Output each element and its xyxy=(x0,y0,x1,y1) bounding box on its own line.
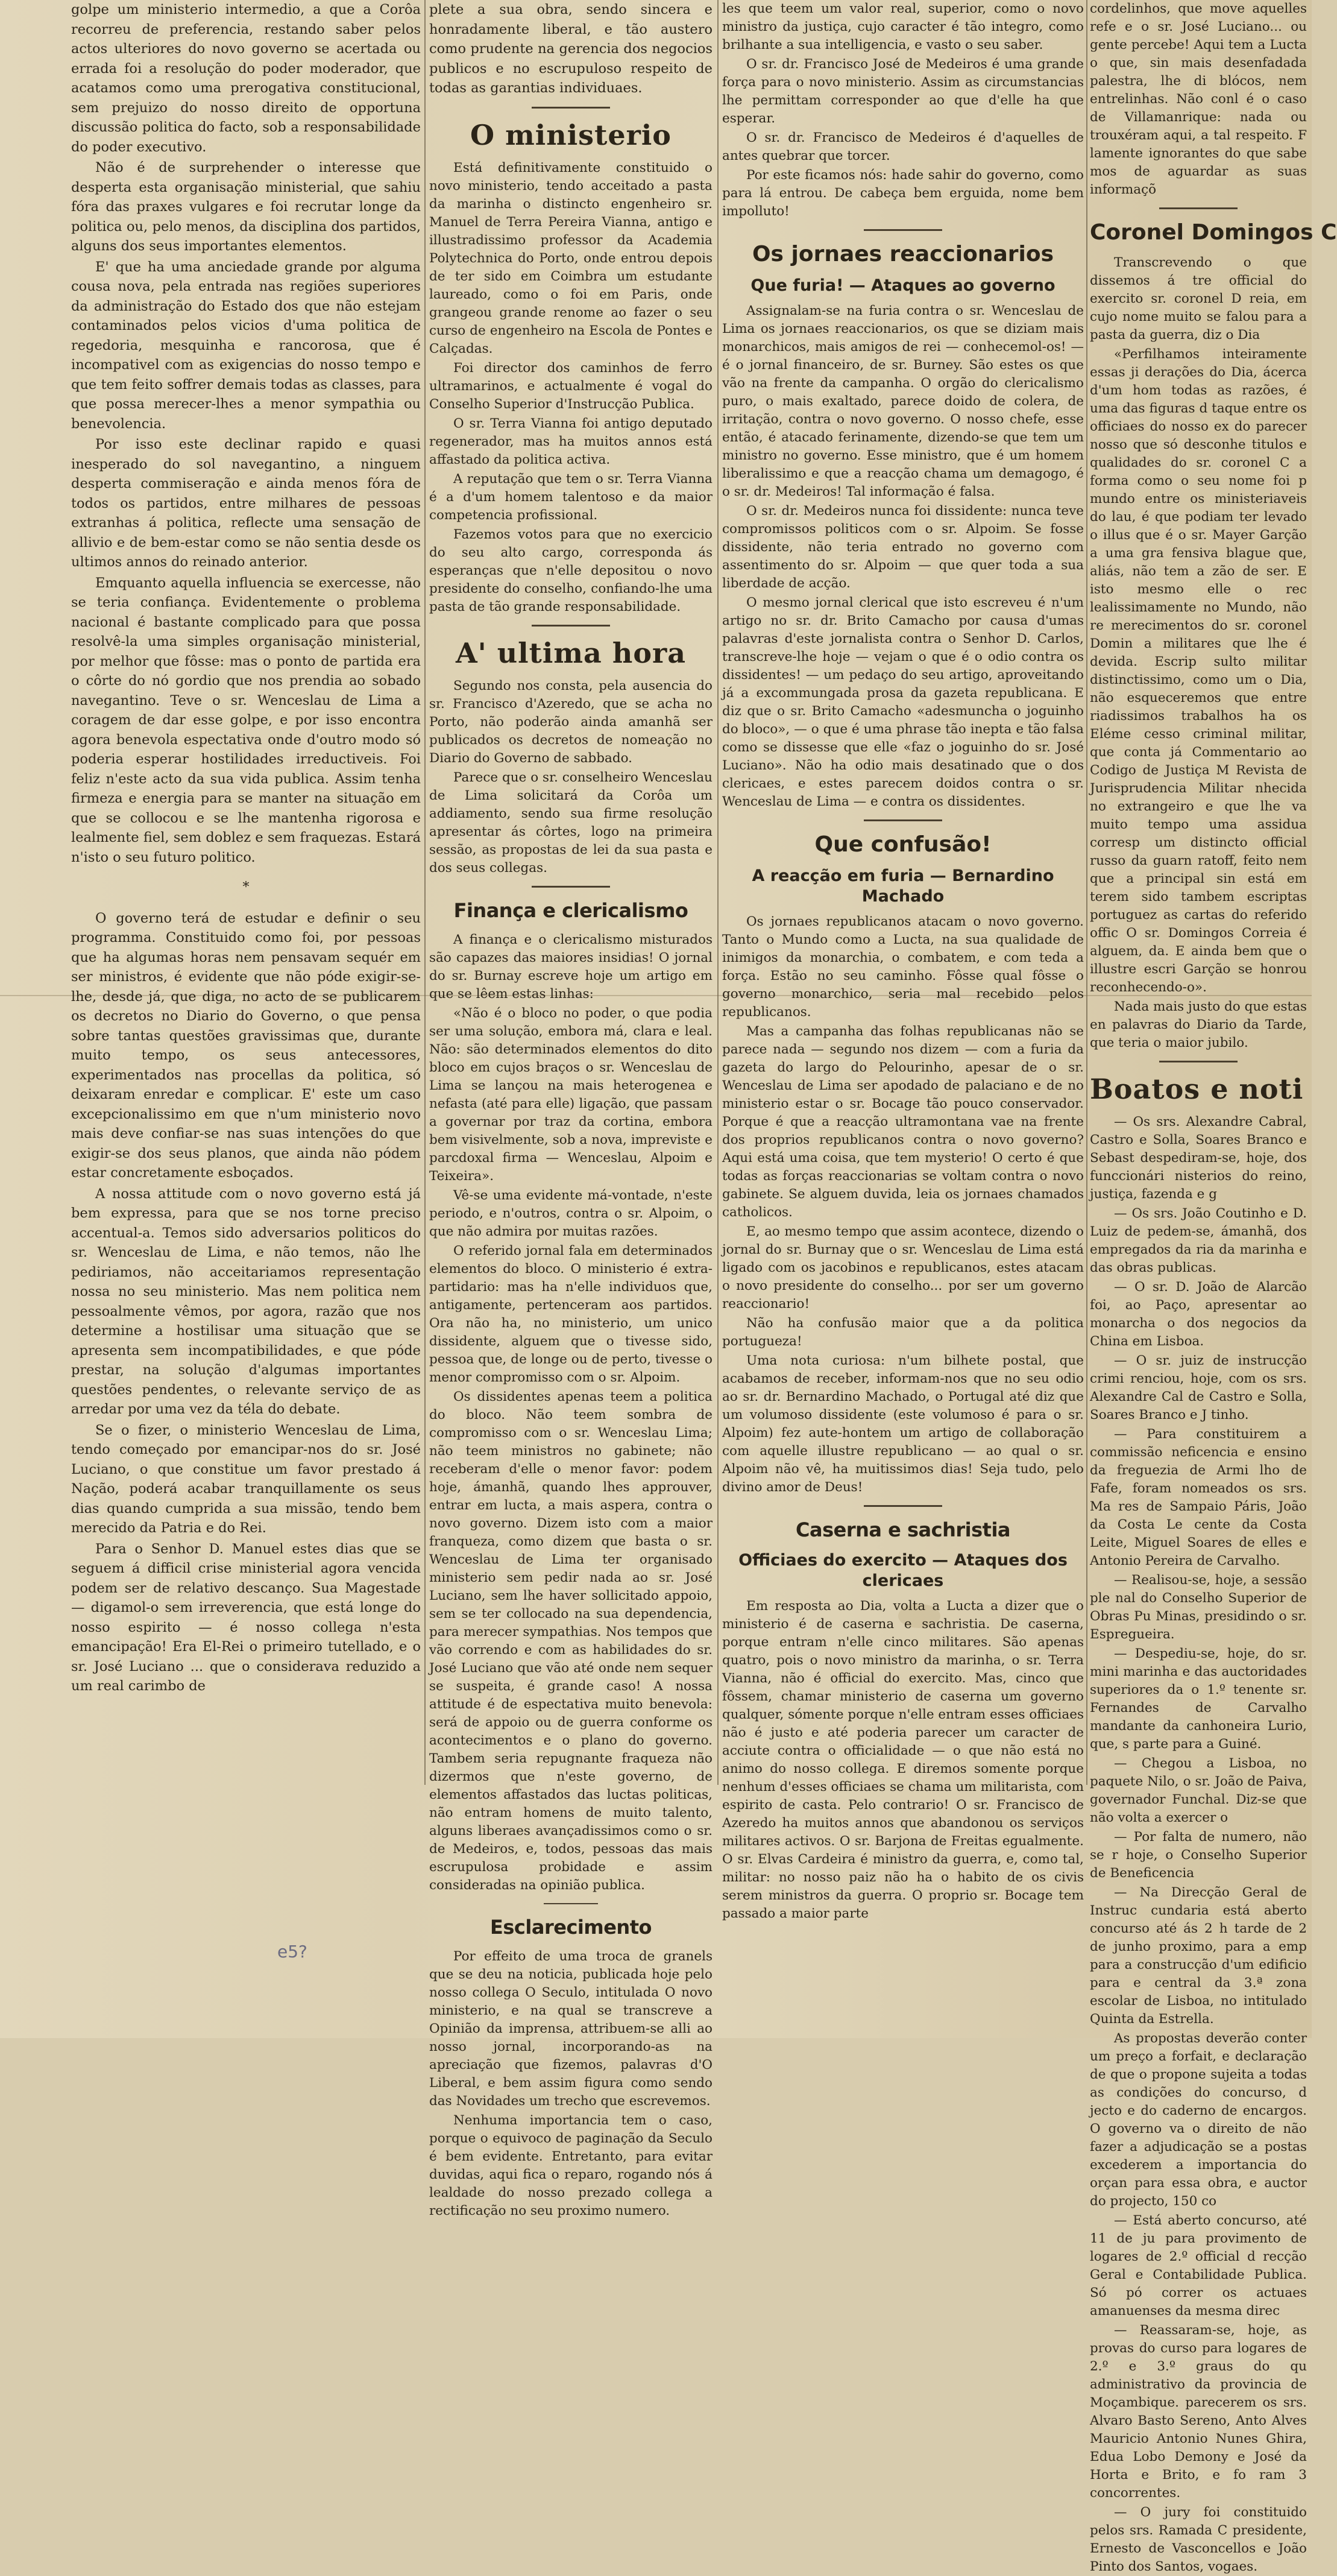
paragraph: Os jornaes republicanos atacam o novo governo. Tanto o Mundo como a Lucta, na sua qualidade de inimigos da monarchia, o combatem, e com teda a força. Estão no seu caminho. Fôsse qual fôsse o governo monarchico, seria mal recebido pelos republicanos. xyxy=(722,914,1084,1020)
paragraph: plete a sua obra, sendo sincera e honradamente liberal, e tão austero como prudente na gerencia dos negocios publicos e no escrupuloso respeito de todas as garantias individuaes. xyxy=(429,2,713,96)
subheadline: A reacção em furia — Bernardino Machado xyxy=(752,867,1054,906)
paragraph: cordelinhos, que move aquelles refe e o sr. José Luciano... ou gente percebe! Aqui tem a Lucta o que, sin mais desenfadada palestra, lhe di blócos, nem entrelinhas. Não conl é o caso de Villamanrique: nada ou trouxéram aqui, a tal respeito. F lamente ignorantes do que sabe mos de aguardar as suas informaçõ xyxy=(1090,1,1307,197)
paragraph: Uma nota curiosa: n'um bilhete postal, que acabamos de receber, informam-nos que no seu odio ao sr. dr. Bernardino Machado, o Portugal até diz que um volumoso dissidente (este volumoso é para o sr. Alpoim) fez aute-hontem um artigo de collaboração com aquelle illustre republicano — ao qual o sr. Alpoim não vê, ha muitissimos dias! Seja tudo, pelo divino amor de Deus! xyxy=(722,1353,1084,1495)
news-item: — Chegou a Lisboa, no paquete Nilo, o sr. João de Paiva, governador Funchal. Diz-se que não volta a exercer o xyxy=(1090,1756,1307,1825)
paragraph: Os dissidentes apenas teem a politica do bloco. Não teem sombra de compromisso com o sr. Wenceslau Lima; não teem ministros no gabinete; não receberam d'elle o menor favor: podem hoje, ámanhã, quando lhes approuver, entrar em lucta, a mais aspera, contra o novo governo. Dizem isto com a maior franqueza, como dizem que basta o sr. Wenceslau de Lima ter organisado ministerio sem pedir nada ao sr. José Luciano, sem lhe haver sollicitado appoio, sem se ter collocado na sua dependencia, para merecer sympathias. Nos tempos que vão correndo e com as habilidades do sr. José Luciano que vão até onde nem sequer se suspeita, é grande caso! A nossa attitude é de espectativa muito benevola: será de appoio ou de guerra conforme os acontecimentos e o plano do governo. Tambem seria repugnante fraqueza não dizermos que n'este governo, de elementos affastados das luctas politicas, não entram homens de muito talento, alguns liberaes avançadissimos como o sr. de Medeiros, e, todos, pessoas das mais escrupulosa probidade e assim consideradas na opinião publica. xyxy=(429,1389,713,1893)
paragraph: Mas a campanha das folhas republicanas não se parece nada — segundo nos dizem — com a furia da gazeta do largo do Pelourinho, apesar de o sr. Wenceslau de Lima ser apodado de palaciano e de no ministerio estar o sr. Bocage tão pouco conservador. Porque é que a reacção ultramontana vae na frente dos proprios republicanos contra o novo governo? Aqui está uma coisa, que tem mysterio! O certo é que todas as forças reaccionarias se voltam contra o novo gabinete. Se alguem duvida, leia os jornaes chamados catholicos. xyxy=(722,1024,1084,1220)
news-item: — O sr. juiz de instrucção crimi renciou, hoje, com os srs. Alexandre Cal de Castro e Solla, Soares Branco e J tinho. xyxy=(1090,1353,1307,1422)
subheadline: Que furia! — Ataques ao governo xyxy=(750,276,1055,295)
headline-coronel: Coronel Domingos C xyxy=(1090,220,1337,245)
headline-ministerio: O ministerio xyxy=(470,118,672,151)
paragraph: A nossa attitude com o novo governo está já bem expressa, para que se nos torne preciso accentual-a. Temos sido adversarios politicos do sr. Wenceslau de Lima, e não temos, não lhe pediriamos, não acceitariamos representação nossa no seu ministerio. Mas nem politica nem pessoalmente vêmos, por agora, razão que nos determine a hostilisar uma situação que se apresenta sem incompatibilidades, e que póde prestar, na solução d'algumas importantes questões pendentes, o relevante serviço de as arredar por uma vez da téla do debate. xyxy=(71,1185,421,1417)
column-1 xyxy=(71,0,421,1809)
separator xyxy=(532,886,610,888)
paragraph: Segundo nos consta, pela ausencia do sr. Francisco d'Azeredo, que se acha no Porto, não poderão ainda amanhã ser publicados os decretos de nomeação no Diario do Governo de sabbado. xyxy=(429,678,713,766)
paragraph: Por effeito de uma troca de granels que se deu na noticia, publicada hoje pelo nosso collega O Seculo, intitulada O novo ministerio, e na qual se transcreve a Opinião da imprensa, attribuem-se alli ao nosso jornal, incorporando-as na apreciação que fizemos, palavras d'O Liberal, e bem assim figura como sendo das Novidades um trecho que escrevemos. xyxy=(429,1948,713,2109)
separator xyxy=(864,819,942,821)
paragraph: «Perfilhamos inteiramente essas ji derações do Dia, ácerca d'um hom todas as razões, é uma das figuras d taque entre os officiaes do nosso ex do parecer nosso que só desconhe titulos e qualidades do sr. coronel C a forma como o seu nome foi p mundo entre os ministeriaveis do lau, é que podiam ter levado o illus que é o sr. Mayer Garção a uma gra fensiva blague que, aliás, não tem a zão de ser. E isto mesmo elle o rec lealissimamente no Mundo, não re merecimentos do sr. coronel Domin a militares que lhe é devida. Escrip sulto militar distinctissimo, como um o Dia, não esqueceremos que entre riadissimos trabalhos ha os Eléme cesso criminal militar, que conta já Commentario ao Codigo de Justiça M Revista de Jurisprudencia Militar nhecida no extrangeiro e que lhe va muito tempo uma assidua corresp um distincto official russo da guarn ratoff, feito nem que a principal sin está em terem sido tambem escriptas portuguez as cartas do referido offic O sr. Domingos Correia é alguem, da. E ainda bem que o illustre escri Garção se honrou reconhecendo-o». xyxy=(1090,347,1307,995)
paragraph: «Não é o bloco no poder, o que podia ser uma solução, embora má, clara e leal. Não: são determinados elementos do dito bloco em cujos braços o sr. Wenceslau de Lima se lançou na mais heterogenea e nefasta (até para elle) ligação, que passam a governar por traz da cortina, embora bem visivelmente, sob a nova, impreviste e parcdoxal firma — Wenceslau, Alpoim e Teixeira». xyxy=(429,1005,713,1184)
headline-caserna: Caserna e sachristia xyxy=(795,1518,1010,1541)
paragraph: Está definitivamente constituido o novo ministerio, tendo acceitado a pasta da marinha o distincto engenheiro sr. Manuel de Terra Pereira Vianna, antigo e illustradissimo professor da Academia Polytechnica do Porto, onde entrou depois de ter sido em Coimbra um estudante laureado, como o foi em Paris, onde grangeou grande renome ao fazer o seu curso de engenheiro na Escola de Pontes e Calçadas. xyxy=(429,160,713,356)
paragraph: Em resposta ao Dia, volta a Lucta a dizer que o ministerio é de caserna e sachristia. De caserna, porque entram n'elle cinco militares. São apenas quatro, pois o novo ministro da marinha, o sr. Terra Vianna, não é official do exercito. Mas, cinco que fôssem, chamar ministerio de caserna um governo qualquer, sómente porque n'elle entram esses officiaes não é justo e até poderia parecer um caracter de acciute contra o officialidade — o que não está no animo do nosso collega. E diremos somente porque nenhum d'esses officiaes se chama um militarista, com espirito de casta. Pelo contrario! O sr. Francisco de Azeredo ha muitos annos que abandonou os serviços militares activos. O sr. Barjona de Freitas egualmente. O sr. Elvas Cardeira é ministro da guerra, e, como tal, militar: no nosso paiz não ha o habito de os civis serem ministros da guerra. O proprio sr. Bocage tem passado a maior parte xyxy=(722,1599,1084,1921)
news-item: — Reassaram-se, hoje, as provas do curso para logares de 2.º e 3.º graus do qu administrativo da provincia de Moçambique. parecerem os srs. Alvaro Basto Sereno, Anto Alves Mauricio Antonio Nunes Ghira, Edua Lobo Demony e José da Horta e Brito, e fo ram 3 concorrentes. xyxy=(1090,2323,1307,2501)
column-rule xyxy=(1086,0,1087,1785)
news-item: — Despediu-se, hoje, do sr. mini marinha e das auctoridades superiores da o 1.º tenente sr. Fernandes de Carvalho mandante da canhoneira Lurio, que, s parte para a Guiné. xyxy=(1090,1646,1307,1752)
paragraph: O sr. dr. Francisco José de Medeiros é uma grande força para o novo ministerio. Assim as circumstancias lhe permittam corresponder ao que d'elle ha que esperar. xyxy=(722,57,1084,126)
paragraph: Fazemos votos para que no exercicio do seu alto cargo, corresponda ás esperanças que n'elle depositou o novo presidente do conselho, confiando-lhe uma pasta de tão grande responsabilidade. xyxy=(429,526,713,614)
paragraph: O sr. dr. Francisco de Medeiros é d'aquelles de antes quebrar que torcer. xyxy=(722,130,1084,163)
paragraph: Para o Senhor D. Manuel estes dias que se seguem á difficil crise ministerial agora vencida podem ser de relativo descanço. Sua Magestade — digamol-o sem irreverencia, que está longe do nosso espirito — é nosso collega n'esta emancipação! Era El-Rei o primeiro tutellado, e o sr. José Luciano ... que o considerava reduzido a um real carimbo de xyxy=(71,1541,421,1694)
news-item: — Os srs. Alexandre Cabral, Castro e Solla, Soares Branco e Sebast despediram-se, hoje, dos funccionári nisterios do reino, justiça, fazenda e g xyxy=(1090,1114,1307,1202)
headline-boatos: Boatos e noti xyxy=(1090,1073,1304,1105)
news-item: As propostas deverão conter um preço a forfait, e declaração de que o propone sujeita a todas as condições do concurso, d jecto e do caderno de encargos. O governo va o direito de não fazer a adjudicação se a postas excederem a importancia do orçan para essa obra, e auctor do projecto, 150 co xyxy=(1090,2031,1307,2209)
separator xyxy=(864,229,942,231)
paragraph: Emquanto aquella influencia se exercesse, não se teria confiança. Evidentemente o problema nacional é bastante complicado para que possa resolvê-la uma simples organisação ministerial, por melhor que fôsse: mas o ponto de partida era o côrte do nó gordio que nos prendia ao sobado navegantino. Teve o sr. Wenceslau de Lima a coragem de dar esse golpe, e por isso encontra agora benevola espectativa onde d'outro modo só poderia esperar hostilidades irreductiveis. Foi feliz n'este acto da sua vida publica. Assim tenha firmeza e energia para se manter na situação em que se collocou e se lhe mantenha rigorosa e lealmente fiel, sem doblez e sem fraquezas. Estará n'isto o seu futuro politico. xyxy=(71,575,421,865)
separator xyxy=(532,107,610,109)
paragraph: Nada mais justo do que estas en palavras do Diario da Tarde, que teria o maior jubilo. xyxy=(1090,999,1307,1050)
paragraph: Nenhuma importancia tem o caso, porque o equivoco de paginação da Seculo é bem evidente. Entretanto, para evitar duvidas, aqui fica o reparo, rogando nós á lealdade do nosso prezado collega a rectificação no seu proximo numero. xyxy=(429,2112,713,2218)
news-item: — Na Direcção Geral de Instruc cundaria está aberto concurso até ás 2 h tarde de 2 de junho proximo, para a emp para a construcção d'um edificio para e central da 3.ª zona escolar de Lisboa, no intitulado Quinta da Estrella. xyxy=(1090,1885,1307,2027)
separator xyxy=(1159,207,1238,209)
headline-ultima-hora: A' ultima hora xyxy=(455,636,687,669)
paragraph: Foi director dos caminhos de ferro ultramarinos, e actualmente é vogal do Conselho Superior d'Instrucção Publica. xyxy=(429,360,713,412)
paragraph: O governo terá de estudar e definir o seu programma. Constituido como foi, por pessoas que ha algumas horas nem pensavam sequér em ser ministros, é evidente que não póde exigir-se-lhe, desde já, que diga, no acto de se publicarem os decretos no Diario do Governo, o que pensa sobre tantas questões gravissimas que, durante muito tempo, os seus antecessores, experimentados nas procellas da politica, só deixaram enredar e complicar. E' este um caso excepcionalissimo em que n'um ministerio novo mais deve confiar-se nas suas intenções do que exigir-se dos seus planos, que ainda não pódem estar concretamente esboçados. xyxy=(71,910,421,1181)
paragraph: E, ao mesmo tempo que assim acontece, dizendo o jornal do sr. Burnay que o sr. Wenceslau de Lima está ligado com os jacobinos e republicanos, estes atacam o novo presidente do conselho... por ser um governo reaccionario! xyxy=(722,1224,1084,1312)
paragraph: O sr. Terra Vianna foi antigo deputado regenerador, mas ha muitos annos está affastado da politica activa. xyxy=(429,415,713,467)
paragraph: Se o fizer, o ministerio Wenceslau de Lima, tendo começado por emancipar-nos do sr. José Luciano, o que constitue um favor prestado á Nação, poderá acabar tranquillamente os seus dias quando cumprida a sua missão, tendo bem merecido da Patria e do Rei. xyxy=(71,1422,421,1536)
paragraph: O referido jornal fala em determinados elementos do bloco. O ministerio é extra-partidario: mas ha n'elle individuos que, antigamente, pertenceram aos partidos. Ora não ha, no ministerio, um unico dissidente, alguem que o tivesse sido, pessoa que, de longe ou de perto, tivesse o menor compromisso com o sr. Alpoim. xyxy=(429,1243,713,1385)
separator xyxy=(544,1903,598,1904)
paragraph: A finança e o clericalismo misturados são capazes das maiores insidias! O jornal do sr. Burnay escreve hoje um artigo em que se lêem estas linhas: xyxy=(429,932,713,1002)
column-rule xyxy=(717,0,719,1785)
paragraph: les que teem um valor real, superior, como o novo ministro da justiça, cujo caracter é tão integro, como brilhante a sua intelligencia, e vasto o seu saber. xyxy=(722,1,1084,52)
paragraph: golpe um ministerio intermedio, a que a Corôa recorreu de preferencia, restando saber pelos actos ulteriores do novo governo se acertada ou errada foi a resolução do poder moderador, que acatamos como uma prerogativa constitucional, sem prejuizo do nosso direito de opportuna discussão politica do facto, sob a responsabilidade do poder executivo. xyxy=(71,2,421,155)
headline-que-confusao: Que confusão! xyxy=(814,832,992,857)
paragraph: Assignalam-se na furia contra o sr. Wenceslau de Lima os jornaes reaccionarios, os que se diziam mais monarchicos, mais amigos de rei — conhecemol-os! — é o jornal financeiro, de sr. Burney. São estes os que vão na frente da campanha. O orgão do clericalismo puro, o mais exaltado, parece doido de colera, de irritação, contra o novo governo. O nosso chefe, esse então, é atacado ferinamente, dizendo-se que tem um ministro no governo. Esse ministro, que é um homem liberalissimo e que a reacção chama um demagogo, é o sr. dr. Medeiros! Tal informação é falsa. xyxy=(722,303,1084,499)
news-item: — Realisou-se, hoje, a sessão ple nal do Conselho Superior de Obras Pu Minas, presidindo o sr. Espregueira. xyxy=(1090,1573,1307,1642)
news-item: — O sr. D. João de Alarcão foi, ao Paço, apresentar ao monarcha o dos negocios da China em Lisboa. xyxy=(1090,1280,1307,1349)
headline-esclarecimento: Esclarecimento xyxy=(490,1915,652,1939)
news-item: — Está aberto concurso, até 11 de ju para provimento de logares de 2.º official d recção Geral e Contabilidade Publica. Só pó correr os actuaes amanuenses da mesma direc xyxy=(1090,2213,1307,2319)
subheadline: Officiaes do exercito — Ataques dos clericaes xyxy=(738,1551,1068,1590)
paragraph: Por isso este declinar rapido e quasi inesperado do sol navegantino, a ninguem desperta commiseração e ainda menos fóra de todos os partidos, entre milhares de pessoas extranhas á politica, reflecte uma sensação de allivio e de bem-estar como se não sentia desde os ultimos annos do reinado anterior. xyxy=(71,437,421,570)
separator xyxy=(1159,1061,1238,1062)
headline-financa: Finança e clericalismo xyxy=(453,898,688,922)
column-3 xyxy=(722,0,1084,1921)
separator xyxy=(532,625,610,627)
section-ornament: * xyxy=(242,880,250,895)
paragraph: Transcrevendo o que dissemos á tre official do exercito sr. coronel D reia, em cujo nome muito se falou para a pasta da guerra, diz o Dia xyxy=(1090,255,1307,343)
paragraph: Por este ficamos nós: hade sahir do governo, como para lá entrou. De cabeça bem erguida, nome bem impolluto! xyxy=(722,168,1084,219)
paragraph: A reputação que tem o sr. Terra Vianna é a d'um homem talentoso e da maior competencia profissional. xyxy=(429,471,713,523)
news-item: — Para constituirem a commissão neficencia e ensino da freguezia de Armi lho de Fafe, foram nomeados os srs. Ma res de Sampaio Páris, João da Costa Le cente da Costa Leite, Miguel Soares de elles e Antonio Pereira de Carvalho. xyxy=(1090,1427,1307,1568)
news-item: — O jury foi constituido pelos srs. Ramada C presidente, Ernesto de Vasconcellos e João Pinto dos Santos, vogaes. xyxy=(1090,2505,1307,2574)
paragraph: Não ha confusão maior que a da politica portugueza! xyxy=(722,1316,1084,1349)
paragraph: Não é de surprehender o interesse que desperta esta organisação ministerial, que sahiu fóra das praxes vulgares e foi recrutar longe da politica ou, pelo menos, da disciplina dos partidos, alguns dos seus importantes elementos. xyxy=(71,160,421,254)
paragraph: Vê-se uma evidente má-vontade, n'este periodo, e n'outros, contra o sr. Alpoim, o que não admira por muitas razões. xyxy=(429,1187,713,1239)
handwritten-page-mark: e5? xyxy=(277,1942,307,1962)
headline-jornaes-reaccionarios: Os jornaes reaccionarios xyxy=(752,242,1054,267)
news-item: — Por falta de numero, não se r hoje, o Conselho Superior de Beneficencia xyxy=(1090,1829,1307,1881)
column-rule xyxy=(424,0,426,1785)
column-2 xyxy=(429,0,713,2218)
news-item: — Os srs. João Coutinho e D. Luiz de pedem-se, ámanhã, dos empregados da ria da marinha e das obras publicas. xyxy=(1090,1206,1307,1275)
paragraph: Parece que o sr. conselheiro Wenceslau de Lima solicitará da Corôa um addiamento, sendo sua firme resolução apresentar ás côrtes, logo na primeira sessão, as propostas de lei da sua pasta e dos seus collegas. xyxy=(429,769,713,876)
paragraph: E' que ha uma anciedade grande por alguma cousa nova, pela entrada nas regiões superiores da administração do Estado dos que não estejam contaminados pelos vicios d'uma politica de regedoria, mesquinha e rancorosa, que é incompativel com as exigencias do nosso tempo e que tem feito soffrer demais todas as classes, para que possa merecer-lhes a menor sympathia ou benevolencia. xyxy=(71,259,421,432)
paragraph: O mesmo jornal clerical que isto escreveu é n'um artigo no sr. dr. Brito Camacho por causa d'umas palavras d'este jornalista contra o Senhor D. Carlos, transcreve-lhe hoje — vejam o que é o odio contra os dissidentes! — um pedaço do seu artigo, aproveitando já a excommungada prosa da gazeta republicana. E diz que o sr. Brito Camacho «adesmuncha o joguinho do bloco», — o que é uma phrase tão inepta e tão falsa como se dissesse que elle «faz o joguinho do sr. José Luciano». Não ha odio mais desatinado que o dos clericaes, e estes parecem doidos contra o sr. Wenceslau de Lima — e contra os dissidentes. xyxy=(722,595,1084,809)
separator xyxy=(864,1505,942,1507)
paragraph: O sr. dr. Medeiros nunca foi dissidente: nunca teve compromissos politicos com o sr. Alpoim. Se fosse dissidente, não teria entrado no governo com assentimento do sr. Alpoim — que quer toda a sua liberdade de acção. xyxy=(722,504,1084,591)
column-4 xyxy=(1090,0,1337,2574)
